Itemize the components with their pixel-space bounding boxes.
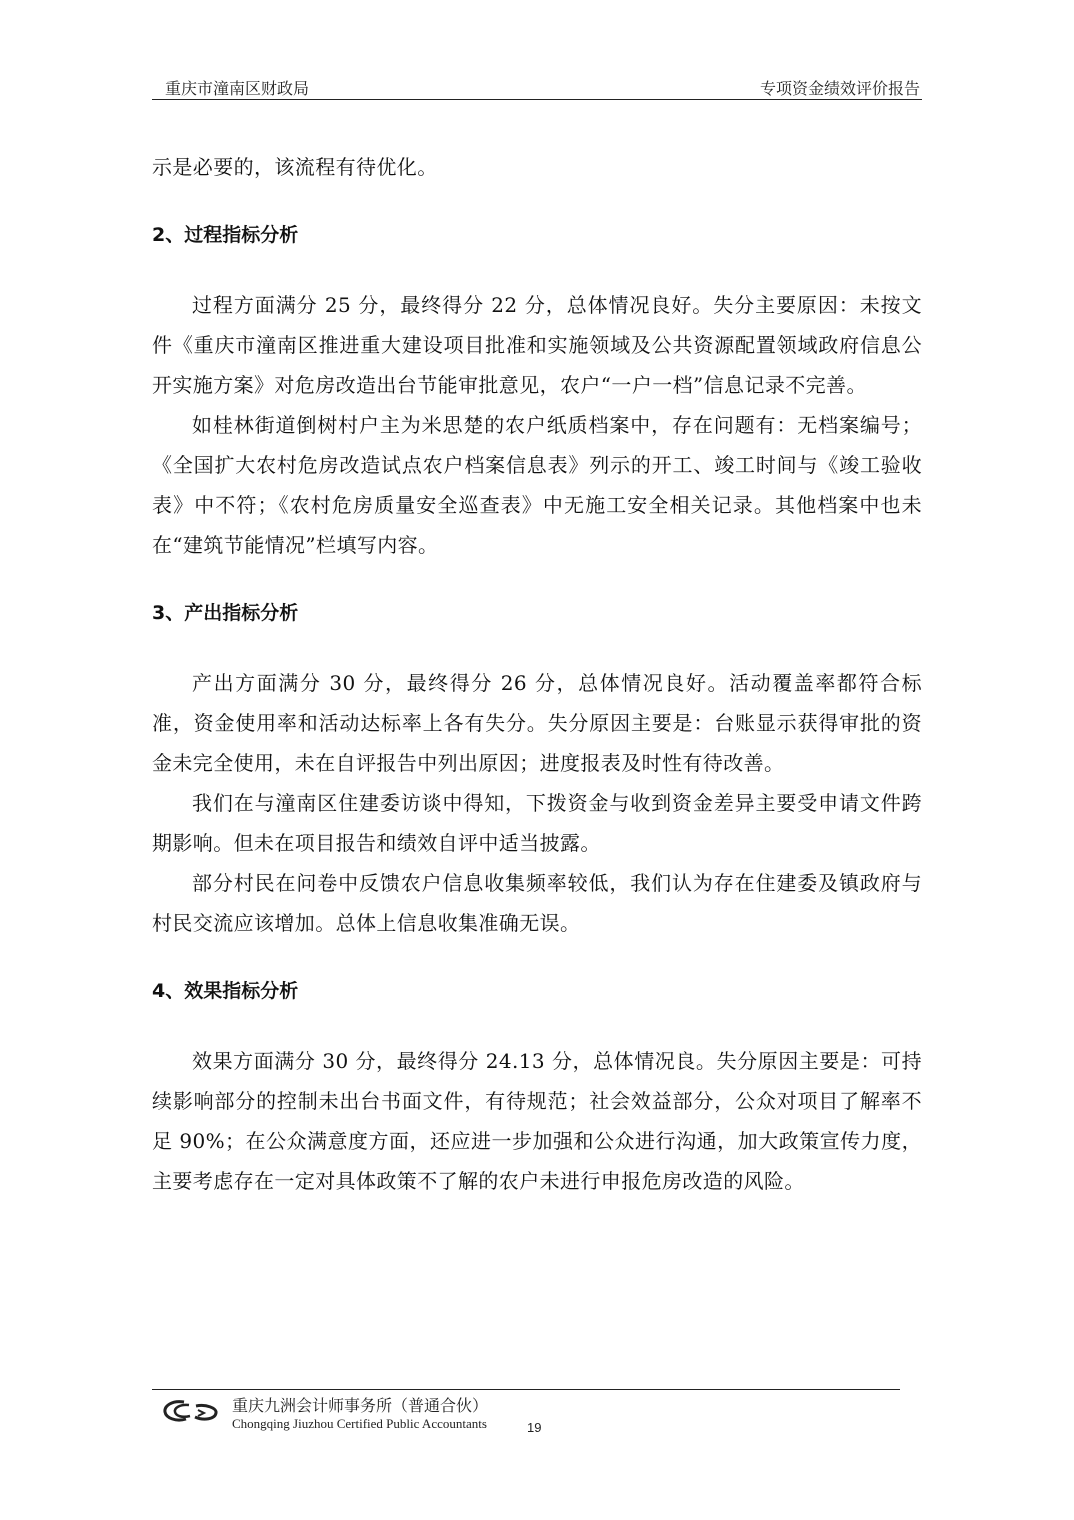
- footer-divider: [152, 1389, 900, 1390]
- section-heading-output: 3、产出指标分析: [152, 602, 299, 624]
- footer-firm-name-english: Chongqing Jiuzhou Certified Public Accountants: [232, 1416, 487, 1431]
- paragraph: 如桂林街道倒树村户主为米思楚的农户纸质档案中，存在问题有：无档案编号；《全国扩大农村危房改造试点农户档案信息表》列示的开工、竣工时间与《竣工验收表》中不符；《农村危房质量安全巡查表》中无施工安全相关记录。其他档案中也未在“建筑节能情况”栏填写内容。: [152, 413, 922, 557]
- firm-logo-icon: [162, 1398, 220, 1424]
- paragraph: 产出方面满分 30 分，最终得分 26 分，总体情况良好。活动覆盖率都符合标准，资金使用率和活动达标率上各有失分。失分原因主要是：台账显示获得审批的资金未完全使用，未在自评报告中列出原因；进度报表及时性有待改善。: [152, 671, 922, 775]
- section-heading-process: 2、过程指标分析: [152, 224, 299, 246]
- header-organization: 重庆市潼南区财政局: [165, 79, 310, 98]
- paragraph: 我们在与潼南区住建委访谈中得知，下拨资金与收到资金差异主要受申请文件跨期影响。但未在项目报告和绩效自评中适当披露。: [152, 791, 922, 855]
- paragraph: 过程方面满分 25 分，最终得分 22 分，总体情况良好。失分主要原因：未按文件《重庆市潼南区推进重大建设项目批准和实施领域及公共资源配置领域政府信息公开实施方案》对危房改造出台节能审批意见，农户“一户一档”信息记录不完善。: [152, 293, 922, 397]
- footer-firm-name: 重庆九洲会计师事务所（普通合伙）: [232, 1396, 489, 1415]
- paragraph: 部分村民在问卷中反馈农户信息收集频率较低，我们认为存在住建委及镇政府与村民交流应该增加。总体上信息收集准确无误。: [152, 871, 922, 935]
- header-divider: [152, 99, 922, 100]
- intro-paragraph: 示是必要的，该流程有待优化。: [152, 155, 438, 179]
- paragraph: 效果方面满分 30 分，最终得分 24.13 分，总体情况良。失分原因主要是：可持续影响部分的控制未出台书面文件，有待规范；社会效益部分，公众对项目了解率不足 90%；在公众满意度方面，还应进一步加强和公众进行沟通，加大政策宣传力度，主要考虑存在一定对具体政策不了解的农户未进行申报危房改造的风险。: [152, 1049, 922, 1193]
- page-number: 19: [527, 1420, 542, 1435]
- header-report-title: 专项资金绩效评价报告: [759, 79, 920, 98]
- document-body: [152, 147, 922, 1201]
- section-heading-effect: 4、效果指标分析: [152, 980, 299, 1002]
